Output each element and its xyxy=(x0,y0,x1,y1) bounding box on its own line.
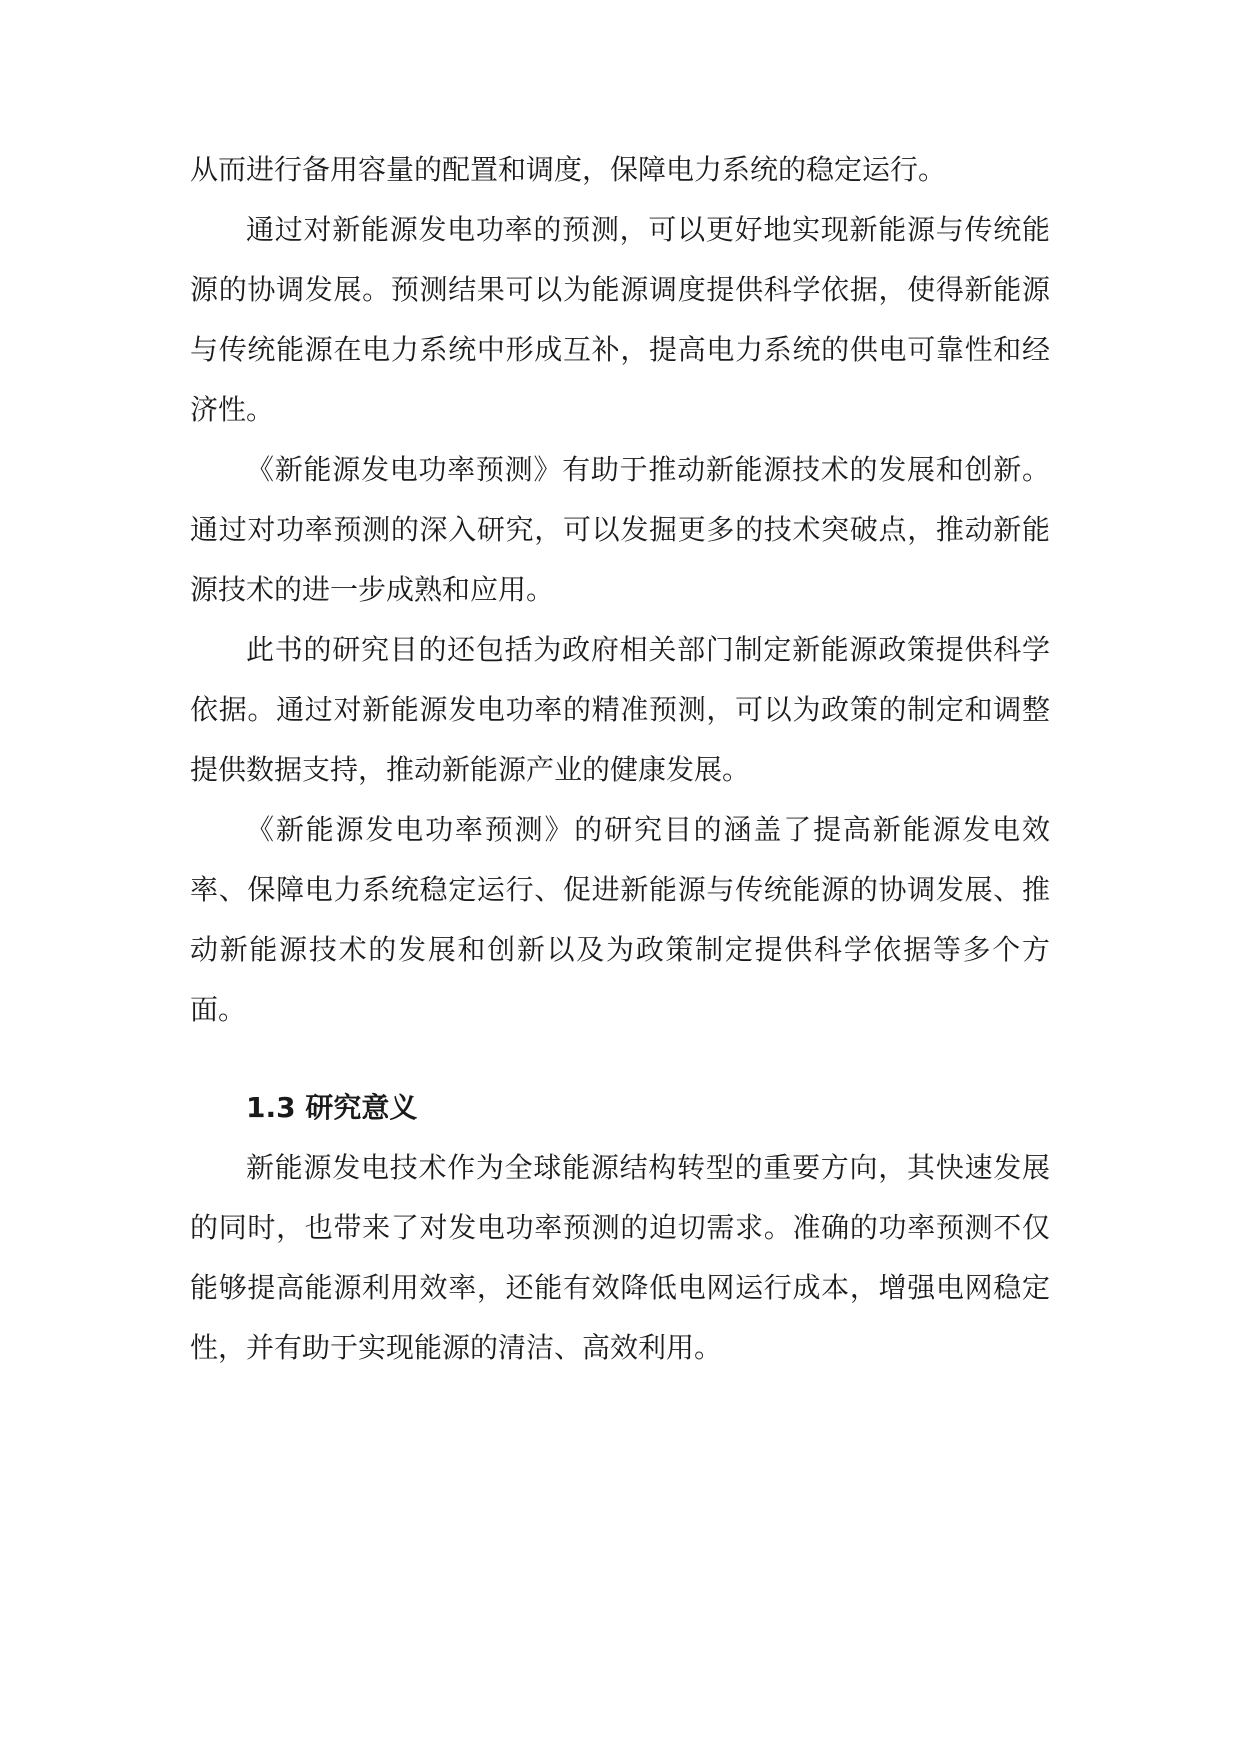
paragraph: 《新能源发电功率预测》的研究目的涵盖了提高新能源发电效率、保障电力系统稳定运行、促进新能源与传统能源的协调发展、推动新能源技术的发展和创新以及为政策制定提供科学依据等多个方面。 xyxy=(190,813,1050,1026)
paragraph: 此书的研究目的还包括为政府相关部门制定新能源政策提供科学依据。通过对新能源发电功率的精准预测，可以为政策的制定和调整提供数据支持，推动新能源产业的健康发展。 xyxy=(190,633,1050,786)
paragraph: 通过对新能源发电功率的预测，可以更好地实现新能源与传统能源的协调发展。预测结果可以为能源调度提供科学依据，使得新能源与传统能源在电力系统中形成互补，提高电力系统的供电可靠性和经济性。 xyxy=(190,213,1050,426)
paragraph: 《新能源发电功率预测》有助于推动新能源技术的发展和创新。通过对功率预测的深入研究，可以发掘更多的技术突破点，推动新能源技术的进一步成熟和应用。 xyxy=(190,453,1050,606)
document-body xyxy=(190,140,1050,1378)
paragraph-continuation: 从而进行备用容量的配置和调度，保障电力系统的稳定运行。 xyxy=(190,153,947,186)
section-paragraph: 新能源发电技术作为全球能源结构转型的重要方向，其快速发展的同时，也带来了对发电功率预测的迫切需求。准确的功率预测不仅能够提高能源利用效率，还能有效降低电网运行成本，增强电网稳定性，并有助于实现能源的清洁、高效利用。 xyxy=(190,1151,1050,1364)
section-heading: 1.3 研究意义 xyxy=(246,1091,418,1124)
